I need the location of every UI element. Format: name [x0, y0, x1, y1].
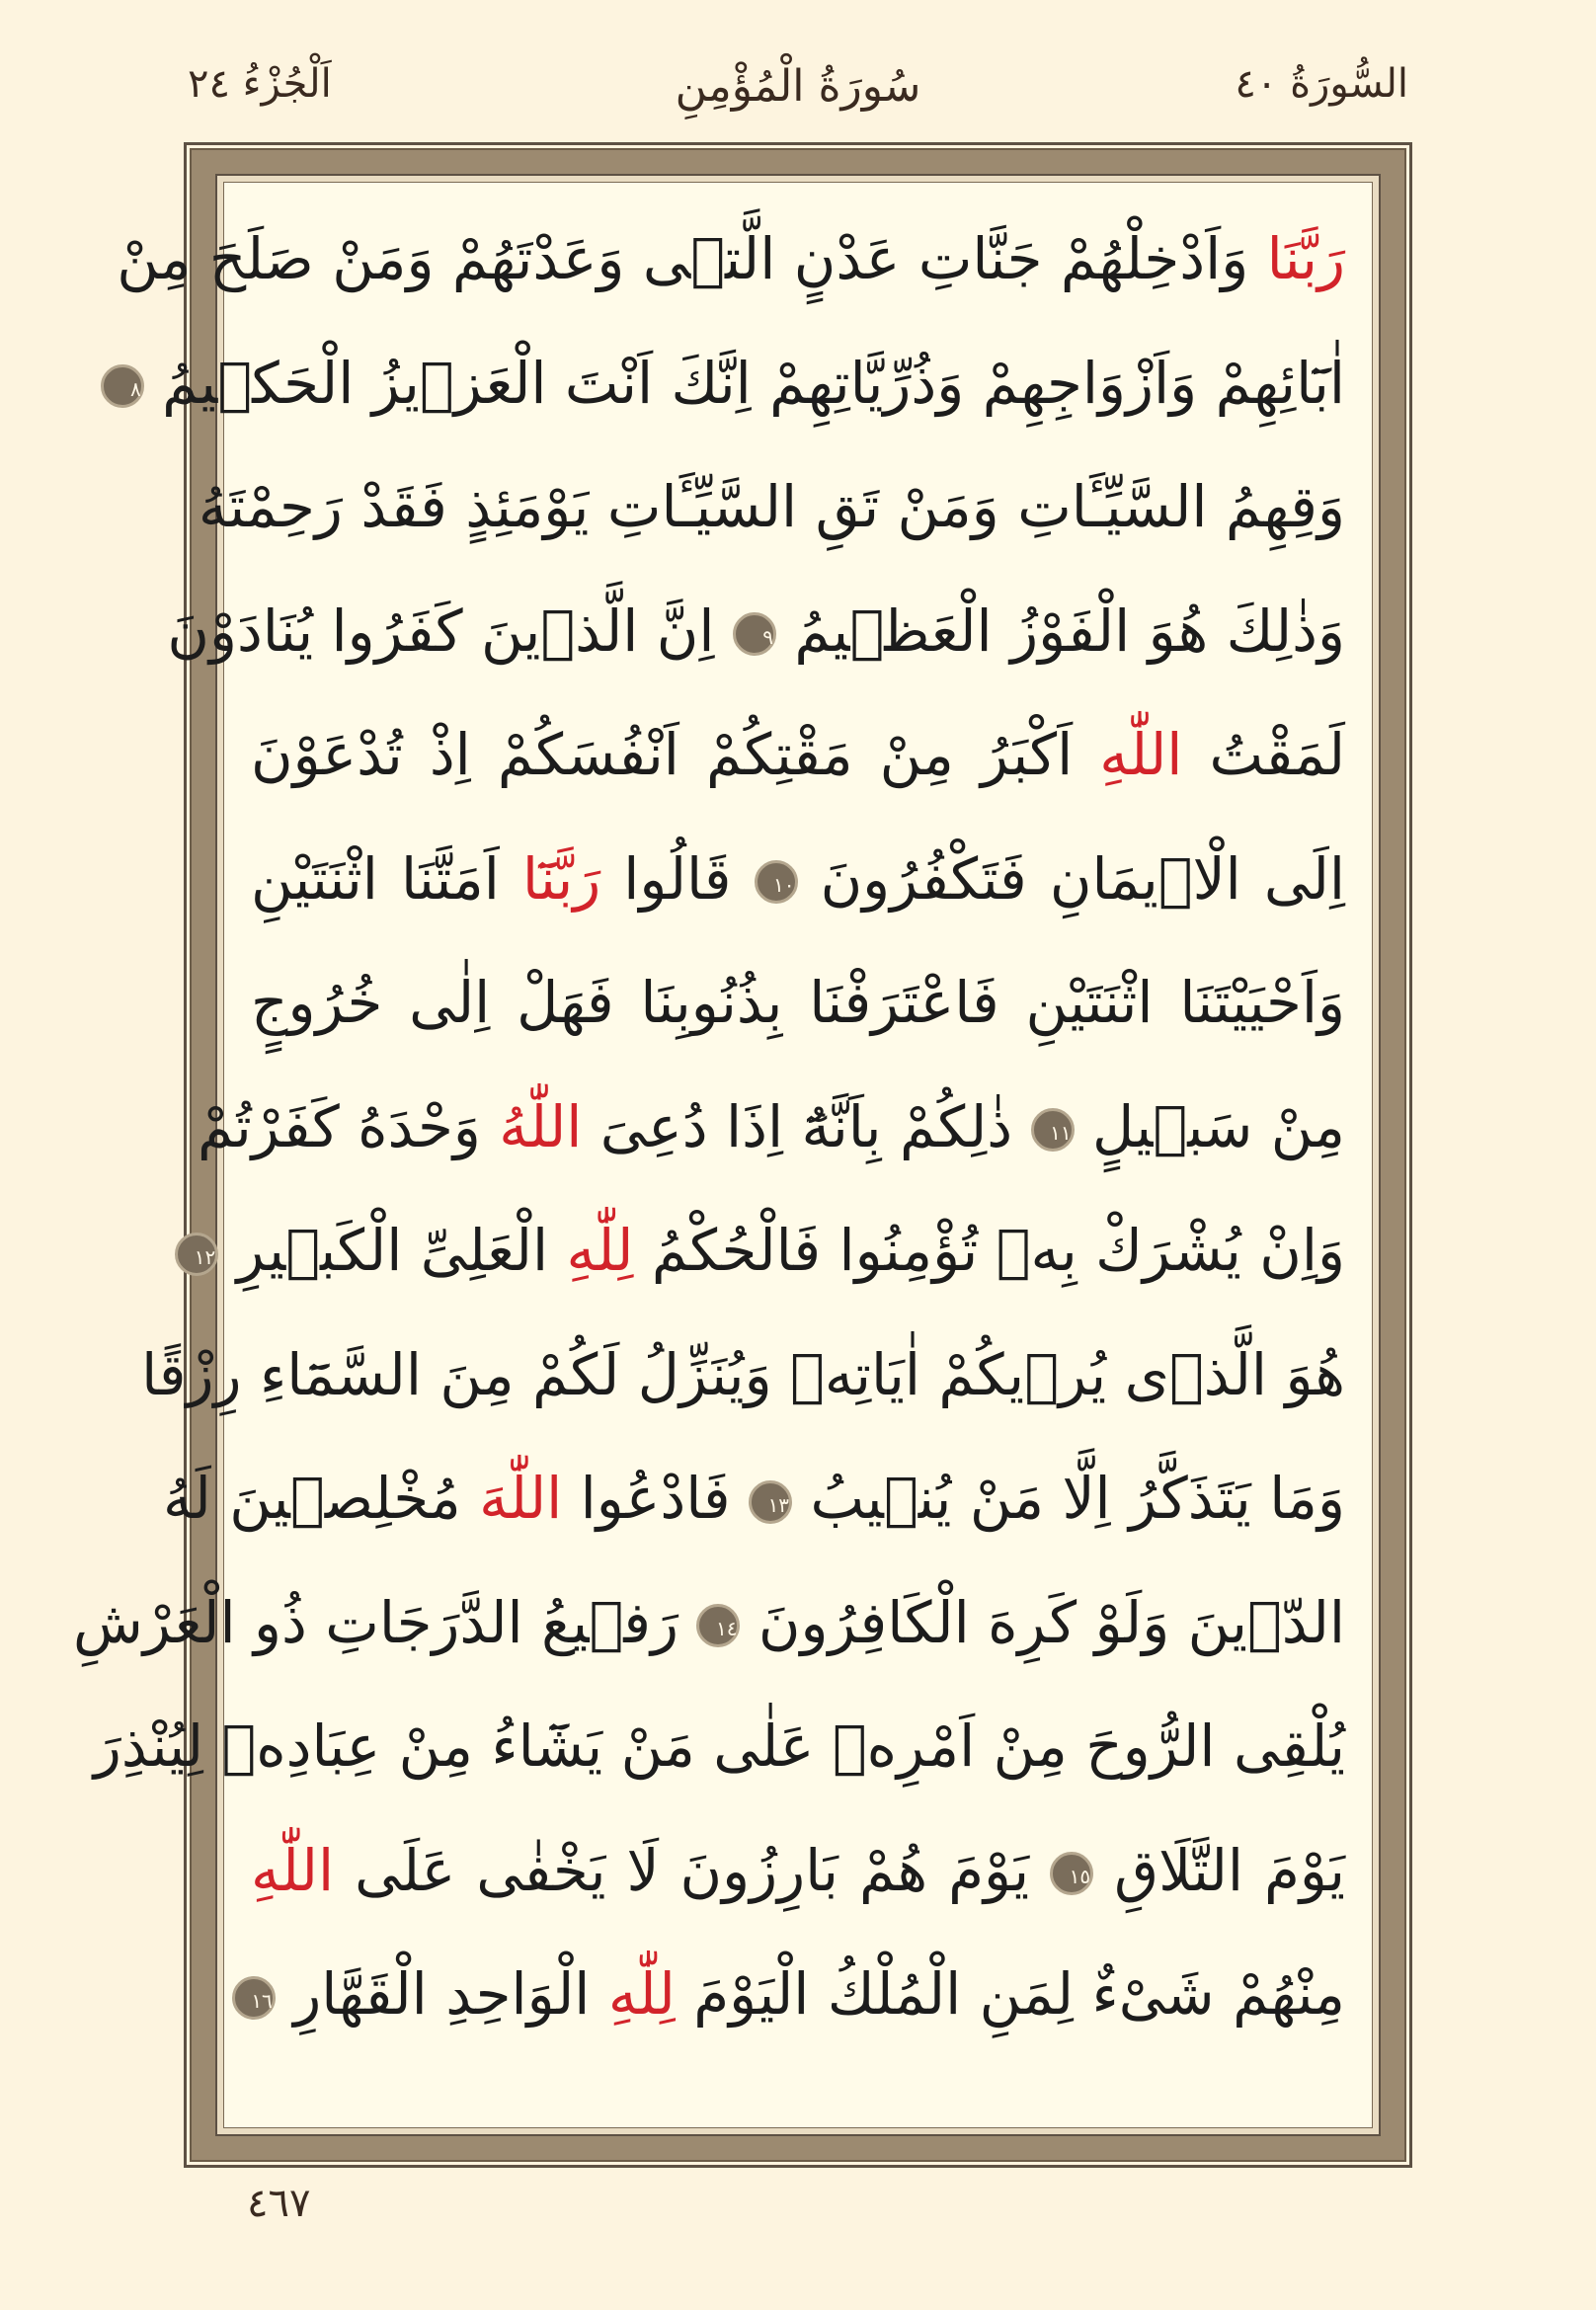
text-line	[198, 1066, 1345, 1190]
divine-name: اللّٰهِ	[251, 1836, 335, 1904]
verse-text: اَمَتَّنَا اثْنَتَيْنِ	[251, 844, 522, 913]
surah-name: سُورَةُ الْمُؤْمِنِ	[675, 61, 921, 112]
verse-text: لَمَقْتُ	[1182, 721, 1345, 788]
ayah-number-marker: ١٥	[1050, 1852, 1093, 1895]
text-line	[117, 198, 1345, 322]
text-line	[251, 818, 1345, 942]
verse-text: مِنْ سَبٖيلٍ	[1074, 1092, 1345, 1160]
verse-text: فَادْعُوا	[562, 1465, 750, 1532]
verse-text: يُلْقِى الرُّوحَ مِنْ اَمْرِهٖ عَلٰى مَنْ يَشَٓاءُ مِنْ عِبَادِهٖ لِيُنْذِرَ	[93, 1713, 1345, 1780]
text-line	[93, 1685, 1345, 1809]
verse-text: وَحْدَهُ كَفَرْتُمْ	[198, 1092, 500, 1160]
page-header	[188, 61, 1408, 130]
verse-text: اِنَّ الَّذٖينَ كَفَرُوا يُنَادَوْنَ	[167, 597, 733, 665]
text-line	[141, 1314, 1345, 1438]
verse-text: وَاِنْ يُشْرَكْ بِهٖ تُؤْمِنُوا فَالْحُكْمُ	[633, 1217, 1345, 1284]
divine-name: اللّٰهَ	[479, 1465, 563, 1532]
verse-text: قَالُوا	[600, 844, 755, 913]
verse-text: مِنْهُمْ شَىْءٌ لِمَنِ الْمُلْكُ الْيَوْمَ	[675, 1960, 1345, 2028]
divine-name: رَبَّنَا	[1266, 225, 1345, 292]
verse-text: الدّٖينَ وَلَوْ كَرِهَ الْكَافِرُونَ	[740, 1588, 1345, 1656]
verse-text: هُوَ الَّذٖى يُرٖيكُمْ اٰيَاتِهٖ وَيُنَزِّلُ لَكُمْ مِنَ السَّمَٓاءِ رِزْقًا	[141, 1340, 1345, 1408]
ayah-number-marker: ١٤	[696, 1604, 740, 1647]
ayah-number-marker: ١٢	[175, 1233, 218, 1276]
verse-text: اٰبَٓائِهِمْ وَاَزْوَاجِهِمْ وَذُرِّيَّاتِهِمْ اِنَّكَ اَنْتَ الْعَزٖيزُ الْحَكٖيمُ	[143, 349, 1345, 417]
verse-text: وَاَدْخِلْهُمْ جَنَّاتِ عَدْنٍ الَّتٖى وَعَدْتَهُمْ وَمَنْ صَلَحَ مِنْ	[117, 225, 1267, 292]
text-line	[73, 1561, 1345, 1686]
surah-number: السُّورَةُ ٤٠	[1235, 61, 1408, 107]
verse-text: رَفٖيعُ الدَّرَجَاتِ ذُو الْعَرْشِ	[73, 1588, 697, 1656]
divine-name: اللّٰهُ	[499, 1092, 583, 1160]
text-line	[163, 1437, 1345, 1561]
divine-name: لِلّٰهِ	[607, 1960, 676, 2028]
verse-text: الْعَلِىِّ الْكَبٖيرِ	[218, 1217, 567, 1284]
text-line	[251, 941, 1345, 1066]
text-line	[129, 322, 1345, 446]
verse-text: وَاَحْيَيْتَنَا اثْنَتَيْنِ فَاعْتَرَفْنَا بِذُنُوبِنَا فَهَلْ اِلٰى خُرُوجٍ	[251, 969, 1345, 1036]
verse-text: اَكْبَرُ مِنْ مَقْتِكُمْ اَنْفُسَكُمْ اِذْ تُدْعَوْنَ	[251, 721, 1100, 788]
ayah-number-marker: ١٣	[749, 1480, 792, 1524]
ayah-number-marker: ٨	[101, 364, 144, 408]
verse-text: مُخْلِصٖينَ لَهُ	[163, 1465, 480, 1532]
text-line	[251, 1933, 1345, 2057]
verse-text: يَوْمَ التَّلَاقِ	[1093, 1836, 1345, 1904]
verse-text: وَقِهِمُ السَّيِّـَٔاتِ وَمَنْ تَقِ السَّيِّـَٔاتِ يَوْمَئِذٍ فَقَدْ رَحِمْتَهُ	[198, 473, 1345, 540]
text-line	[251, 693, 1345, 818]
text-line	[251, 1809, 1345, 1934]
verse-text: اِلَى الْاٖيمَانِ فَتَكْفُرُونَ	[797, 844, 1345, 913]
quran-text-lines	[73, 198, 1345, 2113]
verse-text: الْوَاحِدِ الْقَهَّارِ	[275, 1960, 608, 2028]
verse-text: يَوْمَ هُمْ بَارِزُونَ لَا يَخْفٰى عَلَى	[334, 1836, 1051, 1904]
ayah-number-marker: ٩	[733, 612, 776, 656]
juz-label: اَلْجُزْءُ ٢٤	[188, 61, 332, 107]
verse-text: وَمَا يَتَذَكَّرُ اِلَّا مَنْ يُنٖيبُ	[792, 1465, 1345, 1532]
divine-name: اللّٰهِ	[1099, 721, 1183, 788]
text-line	[198, 445, 1345, 570]
ayah-number-marker: ١٦	[232, 1976, 276, 2020]
text-line	[167, 570, 1345, 694]
ayah-number-marker: ١٠	[755, 860, 798, 904]
ayah-number-marker: ١١	[1031, 1108, 1075, 1152]
text-line	[194, 1189, 1345, 1314]
verse-text: ذٰلِكُمْ بِاَنَّهُٓ اِذَا دُعِىَ	[582, 1092, 1031, 1160]
page-number: ٤٦٧	[247, 2181, 311, 2226]
divine-name: لِلّٰهِ	[566, 1217, 634, 1284]
verse-text: وَذٰلِكَ هُوَ الْفَوْزُ الْعَظٖيمُ	[775, 597, 1345, 665]
divine-name: رَبَّنَٓا	[521, 844, 601, 913]
